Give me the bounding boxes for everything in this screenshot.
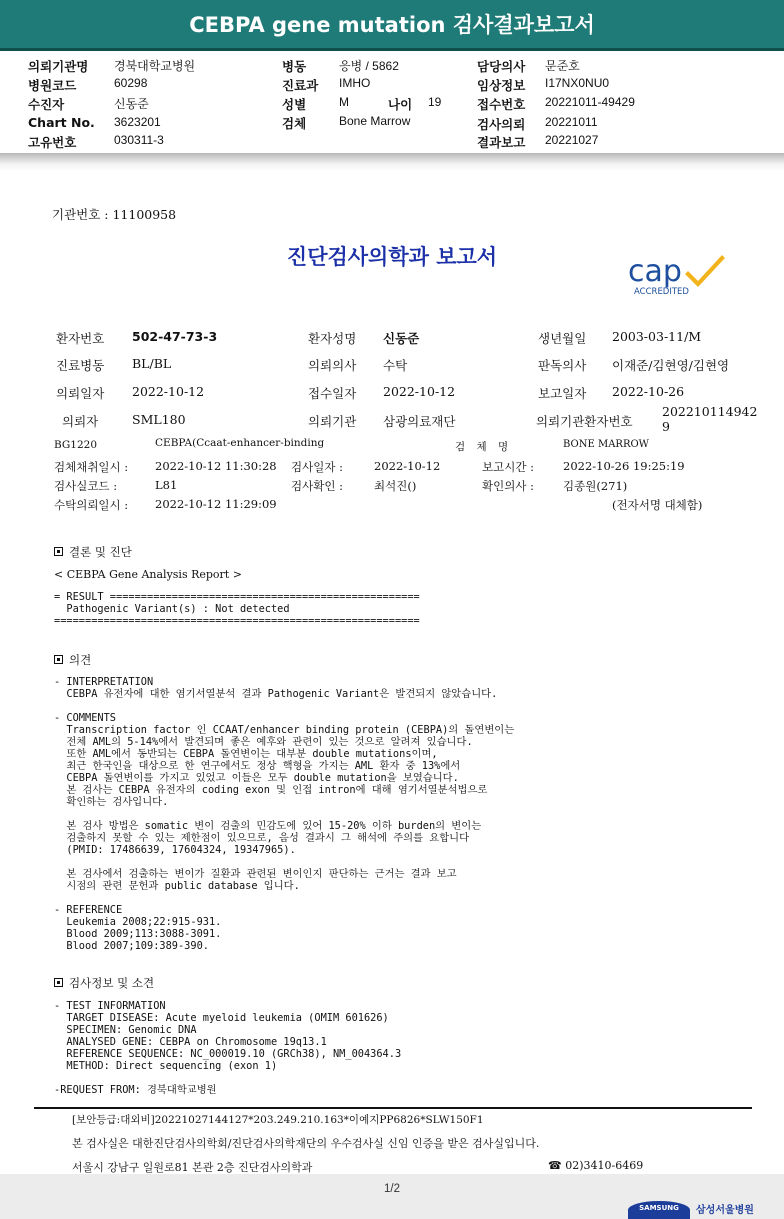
patient-label: 환자성명 [308,331,357,346]
section-opinion [54,652,91,668]
labcode-label: 검사실코드 : [54,479,118,493]
request-value: 2022-10-12 11:29:09 [155,497,277,511]
section-title: 의견 [69,653,92,667]
security-line: [보안등급:대외비]20221027144127*203.249.210.163*이예지PP6826*SLW150F1 [72,1114,484,1126]
patient-label: 판독의사 [538,358,587,373]
header-value: 20221011-49429 [545,95,635,109]
institution-number: 기관번호 : 11100958 [52,207,177,222]
patient-value: 202210114942 [662,404,758,419]
patient-label: 보고일자 [538,386,587,401]
header-panel [0,51,784,153]
page-indicator: 1/2 [384,1183,400,1195]
patient-value-cont: 9 [662,419,670,434]
section-title: 검사정보 및 소견 [69,976,155,990]
patient-label: 의뢰기관 [308,414,357,429]
window-title: CEBPA gene mutation 검사결과보고서 [0,0,784,48]
patient-value: 2022-10-26 [612,384,685,399]
header-label: 결과보고 [477,135,526,150]
header-label: 검체 [282,116,307,131]
collect-label: 검체채취일시 : [54,460,129,474]
header-value: 경북대학교병원 [114,59,196,73]
doctor-value: 김종원(271) [563,479,628,493]
phone-text: ☎ 02)3410-6469 [548,1159,644,1172]
specimen-value: BONE MARROW [563,439,649,450]
header-value: 3623201 [114,115,161,129]
patient-label: 진료병동 [56,358,105,373]
cap-logo-subtext: ACCREDITED [634,287,689,297]
section-title: 결론 및 진단 [69,545,132,559]
checkmark-icon [685,255,725,287]
header-label: 병동 [282,59,307,74]
reporttime-value: 2022-10-26 19:25:19 [563,459,685,473]
header-value: 20221027 [545,133,599,147]
esign-note: (전자서명 대체함) [612,498,703,512]
patient-value: 2003-03-11/M [612,329,702,344]
patient-label: 접수일자 [308,386,357,401]
patient-label: 생년월일 [538,331,587,346]
header-value: 60298 [114,76,148,90]
header-value: 문준호 [545,59,580,73]
reporttime-label: 보고시간 : [482,460,534,474]
patient-name: 신동준 [383,331,420,346]
header-value: I17NX0NU0 [545,76,610,90]
header-value: Bone Marrow [339,114,411,128]
collect-value: 2022-10-12 11:30:28 [155,459,277,473]
section-bullet-icon [54,978,63,987]
section-conclusion [54,544,132,560]
section-bullet-icon [54,547,63,556]
report-title: 진단검사의학과 보고서 [286,244,498,269]
header-label: 담당의사 [477,59,526,74]
testdate-label: 검사일자 : [291,460,343,474]
report-document [0,171,784,1219]
patient-value: 수탁 [383,358,408,373]
report-name: < CEBPA Gene Analysis Report > [54,568,242,581]
patient-number: 502-47-73-3 [132,329,218,344]
header-label: Chart No. [28,115,95,130]
header-label: 진료과 [282,78,319,93]
age-label: 나이 [388,97,413,112]
labcode-value: L81 [155,478,178,492]
header-label: 성별 [282,97,307,112]
header-label: 검사의뢰 [477,117,526,132]
header-shadow [0,153,784,171]
patient-label: 의뢰자 [62,414,99,429]
header-value: M [339,95,349,109]
cap-logo-text: cap [628,254,682,289]
header-label: 접수번호 [477,97,526,112]
age-value: 19 [428,95,442,109]
patient-value: SML180 [132,412,186,427]
header-value: 응병 / 5862 [339,59,399,73]
confirm-value: 최석진() [374,479,417,493]
test-name: CEBPA(Ccaat-enhancer-binding [155,437,325,449]
test-info-block: - TEST INFORMATION TARGET DISEASE: Acute myeloid leukemia (OMIM 601626) SPECIMEN: Genomic DNA ANALYSED GENE: CEBPA on Chromosome 19q13.1 REFERENCE SEQUENCE: NC_000019.10 (GRCh38), NM_004364.3 METHOD: Direct sequencing (exon 1) -REQUEST FROM: 경북대학교병원 [54,1000,402,1096]
address-text: 서울시 강남구 일원로81 본관 2층 진단검사의학과 [72,1161,313,1174]
header-value: 20221011 [545,115,598,129]
patient-value: 이재준/김현영/김현영 [612,358,730,373]
header-label: 병원코드 [28,78,77,93]
hospital-name: 삼성서울병원 [696,1205,754,1216]
section-bullet-icon [54,655,63,664]
testdate-value: 2022-10-12 [374,459,441,473]
patient-label: 환자번호 [56,331,105,346]
specimen-label: 검 체 명 [455,441,513,453]
header-value: 신동준 [114,97,149,111]
footer-divider [34,1107,752,1109]
patient-value: BL/BL [132,356,172,371]
patient-value: 2022-10-12 [132,384,205,399]
cap-accredited-logo [626,251,730,297]
test-code: BG1220 [54,439,98,451]
confirm-label: 검사확인 : [291,479,343,493]
header-label: 임상정보 [477,78,526,93]
patient-label: 의뢰기관환자번호 [536,414,633,429]
doctor-label: 확인의사 : [482,479,534,493]
patient-value: 2022-10-12 [383,384,456,399]
hospital-logo: SAMSUNG [628,1201,690,1219]
header-value: IMHO [339,76,371,90]
patient-label: 의뢰의사 [308,358,357,373]
request-label: 수탁의뢰일시 : [54,498,129,512]
result-block: = RESULT ================================================== Pathogenic Variant(s) : Not detected =========================================================== [54,591,420,627]
patient-value: 삼광의료재단 [383,414,456,429]
patient-label: 의뢰일자 [56,386,105,401]
opinion-block: - INTERPRETATION CEBPA 유전자에 대한 염기서열분석 결과 Pathogenic Variant은 발견되지 않았습니다. - COMMENTS Transcription factor 인 CCAAT/enhancer binding protein (CEBPA)의 돌연변이는 전체 AML의 5-14%에서 발견되며 좋은 예후와 관련이 있는 것으로 알려져 있습니다. 또한 AML에서 동반되는 CEBPA 돌연변이는 대부분 double mutations이며, 최근 한국인을 대상으로 한 연구에서도 정상 핵형을 가지는 AML 환자 중 13%에서 CEBPA 돌연변이를 가지고 있었고 이들은 모두 double mutation을 보였습니다. 본 검사는 CEBPA 유전자의 coding exon 및 인접 intron에 대해 염기서열분석법으로 확인하는 검사입니다. 본 검사 방법은 somatic 변이 검출의 민감도에 있어 15-20% 이하 burden의 변이는 검출하지 못할 수 있는 제한점이 있으므로, 음성 결과시 그 해석에 주의를 요합니다 (PMID: 17486639, 17604324, 19347965). 본 검사에서 검출하는 변이가 질환과 관련된 변이인지 판단하는 근거는 결과 보고 시점의 관련 문헌과 public database 입니다. - REFERENCE Leukemia 2008;22:915-931. Blood 2009;113:3088-3091. Blood 2007;109:389-390. [54,676,515,952]
section-test-info [54,975,154,991]
header-value: 030311-3 [114,133,164,147]
header-label: 수진자 [28,97,65,112]
header-label: 고유번호 [28,135,77,150]
certification-text: 본 검사실은 대한진단검사의학회/진단검사의학재단의 우수검사실 신임 인증을 받은 검사실입니다. [72,1137,540,1150]
header-label: 의뢰기관명 [28,59,89,74]
